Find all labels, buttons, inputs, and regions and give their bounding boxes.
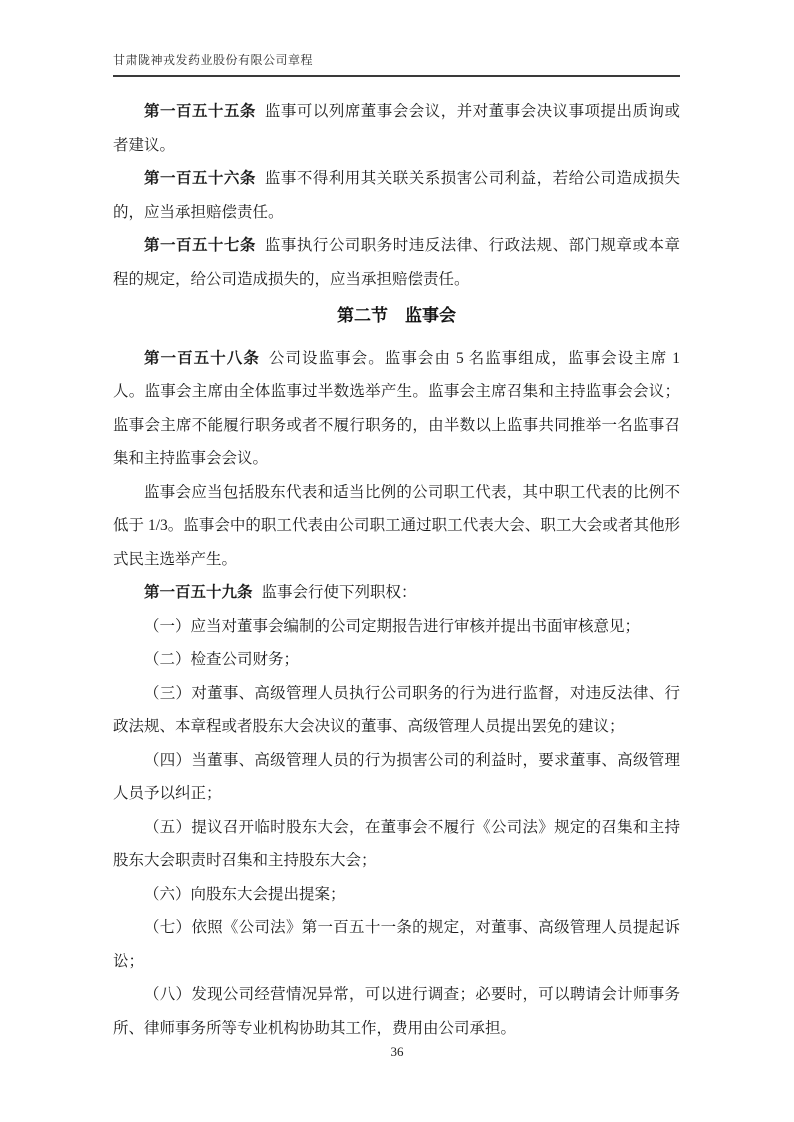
list-item-6: （六）向股东大会提出提案； [144,885,346,903]
article-156-text: 监事不得利用其关联关系损害公司利益，若给公司造成损失的，应当承担赔偿责任。 [113,170,680,221]
list-item-8: （八）发现公司经营情况异常，可以进行调查；必要时，可以聘请会计师事务所、律师事务所等专业机构协助其工作，费用由公司承担。 [113,986,680,1037]
list-item-2: （二）检查公司财务； [144,651,300,668]
article-157 [113,229,680,296]
list-item-4: （四）当董事、高级管理人员的行为损害公司的利益时，要求董事、高级管理人员予以纠正； [113,751,680,802]
article-158-number: 第一百五十八条 [144,349,260,367]
article-155 [113,95,680,162]
article-157-number: 第一百五十七条 [144,237,256,254]
article-155-number: 第一百五十五条 [144,103,256,120]
article-159-number: 第一百五十九条 [144,584,253,601]
paragraph-supervisor-composition: 监事会应当包括股东代表和适当比例的公司职工代表，其中职工代表的比例不低于 1/3。监事会中的职工代表由公司职工通过职工代表大会、职工大会或者其他形式民主选举产生。 [113,483,680,568]
article-159 [113,576,680,610]
section-heading: 第二节 监事会 [337,306,456,325]
article-158-text: 公司设监事会。监事会由 5 名监事组成，监事会设主席 1 人。监事会主席由全体监事过半数选举产生。监事会主席召集和主持监事会会议；监事会主席不能履行职务或者不履行职务的，由半数以上监事共同推举一名监事召集和主持监事会会议。 [113,349,680,467]
page-number: 36 [390,1044,404,1059]
article-158 [113,342,680,476]
list-item-3: （三）对董事、高级管理人员执行公司职务的行为进行监督，对违反法律、行政法规、本章程或者股东大会决议的董事、高级管理人员提出罢免的建议； [113,684,680,735]
article-156-number: 第一百五十六条 [144,170,256,187]
article-156 [113,162,680,229]
document-body [113,95,680,1045]
article-155-text: 监事可以列席董事会会议，并对董事会决议事项提出质询或者建议。 [113,103,680,154]
document-header [113,51,680,77]
document-header-title: 甘肃陇神戎发药业股份有限公司章程 [113,53,314,67]
list-item-5: （五）提议召开临时股东大会，在董事会不履行《公司法》规定的召集和主持股东大会职责时召集和主持股东大会； [113,818,680,869]
list-item-7: （七）依照《公司法》第一百五十一条的规定，对董事、高级管理人员提起诉讼； [113,919,680,970]
list-item-1: （一）应当对董事会编制的公司定期报告进行审核并提出书面审核意见； [144,617,641,635]
article-159-text: 监事会行使下列职权： [261,584,417,601]
article-157-text: 监事执行公司职务时违反法律、行政法规、部门规章或本章程的规定，给公司造成损失的，应当承担赔偿责任。 [113,237,680,288]
